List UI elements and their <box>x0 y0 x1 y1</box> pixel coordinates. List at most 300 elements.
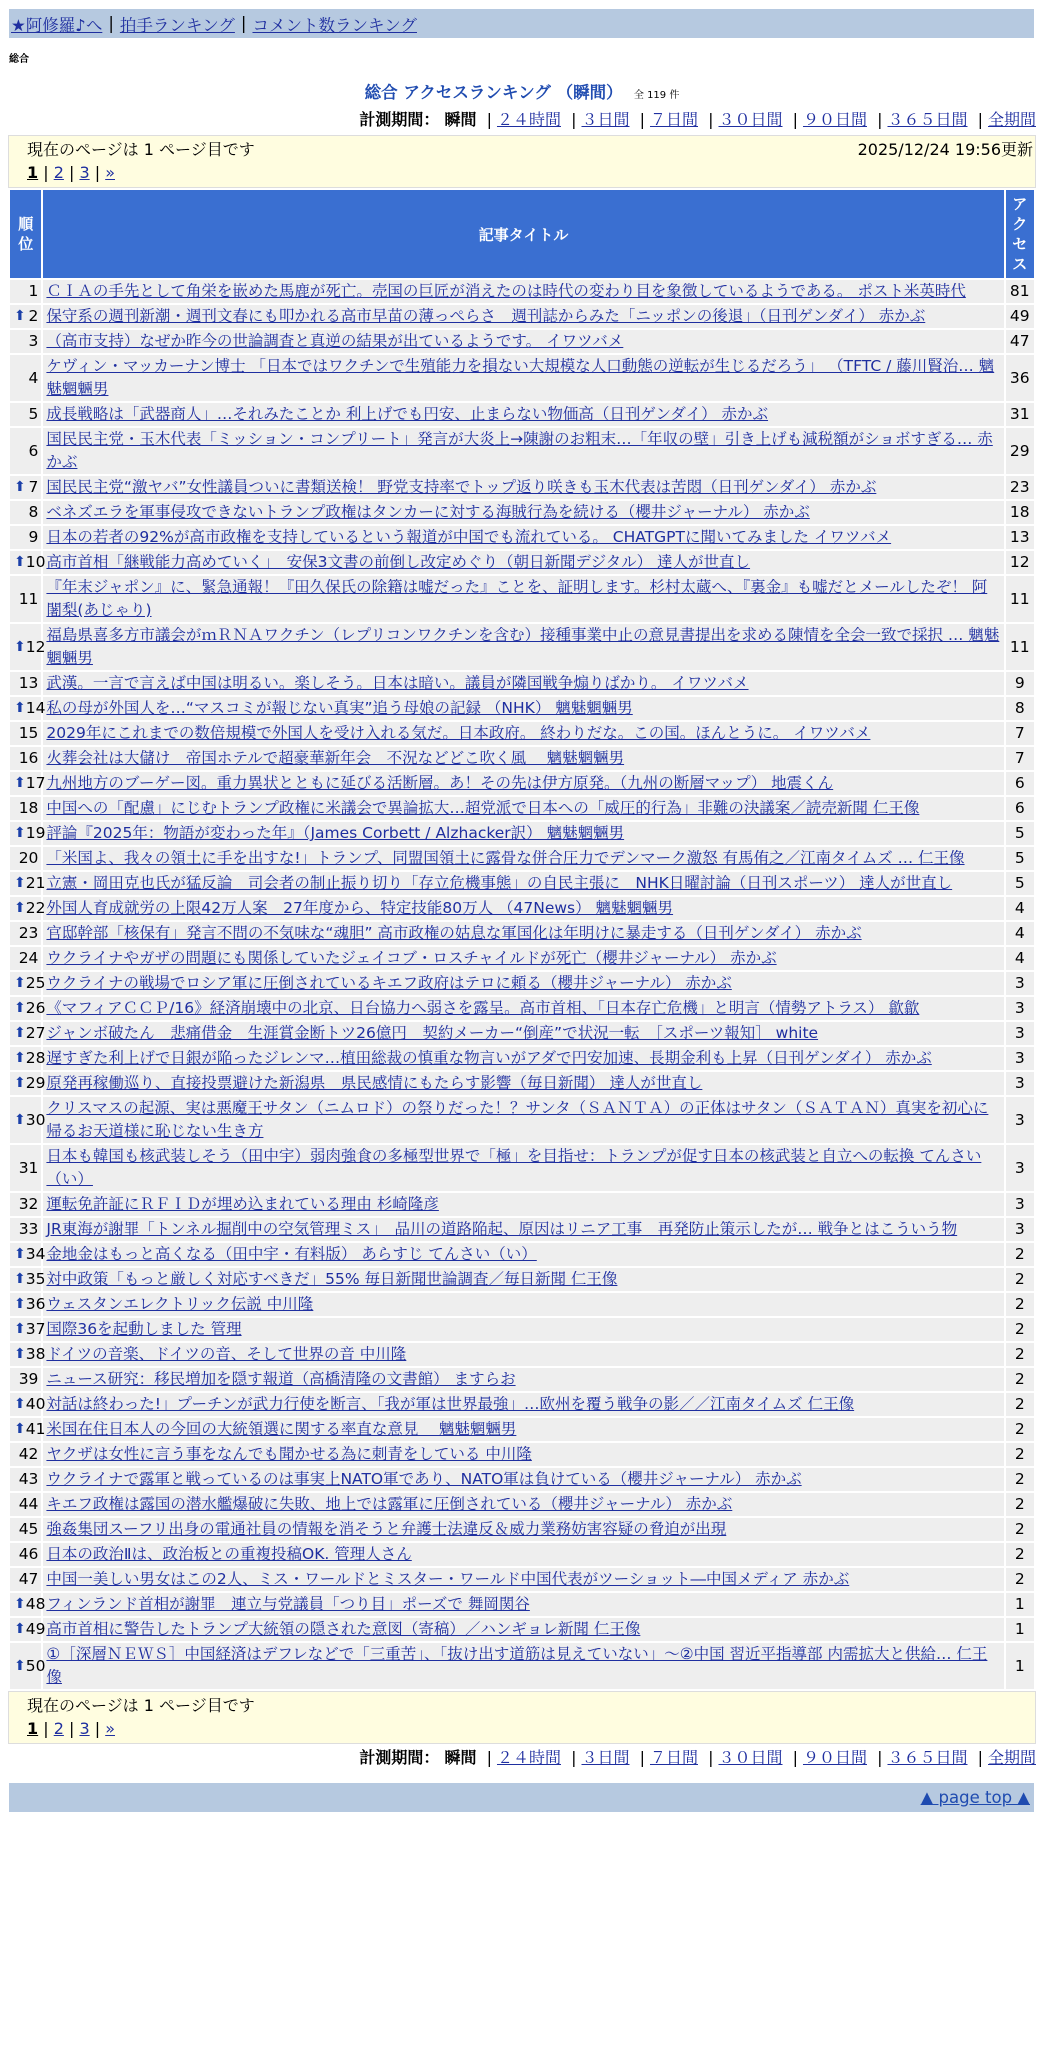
article-link[interactable]: 国際36を起動しました 管理 <box>46 1320 242 1338</box>
rank-cell <box>10 972 46 995</box>
article-link[interactable]: ケヴィン・マッカーナン博士 「日本ではワクチンで生殖能力を損ない大規模な人口動態の逆転が生じるだろう」 （TFTC / 藤川賢治… 魑魅魍魎男 <box>46 357 995 398</box>
article-link[interactable]: 運転免許証にＲＦＩＤが埋め込まれている理由 杉崎隆彦 <box>46 1195 439 1213</box>
article-link[interactable]: キエフ政権は露国の潜水艦爆破に失敗、地上では露軍に圧倒されている（櫻井ジャーナル） 赤かぶ <box>46 1495 733 1513</box>
rank-cell <box>10 1343 46 1366</box>
title-cell <box>43 624 1003 670</box>
up-arrow-icon: ⬆ <box>14 1271 26 1287</box>
access-count: 81 <box>1006 280 1034 303</box>
article-link[interactable]: 福島県喜多方市議会がｍＲＮＡワクチン（レプリコンワクチンを含む）接種事業中止の意見書提出を求める陳情を全会一致で採択 … 魑魅魍魎男 <box>46 626 1000 667</box>
access-count: 3 <box>1006 1097 1034 1143</box>
access-count: 1 <box>1006 1618 1034 1641</box>
page-link-3[interactable]: 3 <box>79 1719 90 1738</box>
title-cell <box>43 922 1003 945</box>
article-link[interactable]: 火葬会社は大儲け 帝国ホテルで超豪華新年会 不況などどこ吹く風 魑魅魍魎男 <box>46 749 625 767</box>
table-row <box>10 576 1034 622</box>
access-count: 3 <box>1006 1218 1034 1241</box>
rank-number: 16 <box>18 749 39 767</box>
access-count: 3 <box>1006 1193 1034 1216</box>
pager-bottom: 現在のページは 1 ページ目です 1 | 2 | 3 | » <box>8 1691 1036 1744</box>
title-cell <box>43 722 1003 745</box>
article-link[interactable]: 成長戦略は「武器商人」…それみたことか 利上げでも円安、止まらない物価高（日刊ゲンダイ） 赤かぶ <box>46 405 769 423</box>
table-row <box>10 1418 1034 1441</box>
table-row <box>10 1393 1034 1416</box>
title-cell <box>43 1643 1003 1689</box>
access-count: 18 <box>1006 501 1034 524</box>
rank-number: 24 <box>18 949 39 967</box>
access-count: 1 <box>1006 1643 1034 1689</box>
title-cell <box>43 1268 1003 1291</box>
title-cell <box>43 501 1003 524</box>
rank-number: 17 <box>25 774 46 792</box>
up-arrow-icon: ⬆ <box>14 1657 26 1674</box>
table-row <box>10 1243 1034 1266</box>
page-next-link[interactable]: » <box>105 163 115 182</box>
article-link[interactable]: 《マフィアＣＣＰ/16》経済崩壊中の北京、日台協力へ弱さを露呈。高市首相、「日本存亡危機」と明言（情勢アトラス） 歙歙 <box>46 999 920 1017</box>
rank-number: 47 <box>18 1570 39 1588</box>
title-cell <box>43 797 1003 820</box>
title-cell <box>43 897 1003 920</box>
period-current: 瞬間 <box>444 110 477 129</box>
period-selector-top: 計測期間： 瞬間 | ２４時間 | ３日間 | ７日間 | ３０日間 | ９０日間 | ３６５日間 | 全期間 <box>359 110 1036 129</box>
period-option-365d[interactable]: ３６５日間 <box>887 1748 968 1767</box>
title-cell <box>43 280 1003 303</box>
title-cell <box>43 1218 1003 1241</box>
rank-cell <box>10 624 46 670</box>
article-link[interactable]: ウェスタンエレクトリック伝説 中川隆 <box>46 1295 314 1313</box>
rank-cell <box>10 476 41 499</box>
rank-cell <box>10 1418 46 1441</box>
rank-cell <box>10 722 41 745</box>
up-arrow-icon: ⬆ <box>14 638 26 655</box>
rank-number: 32 <box>18 1195 39 1213</box>
top-nav-bar <box>9 9 1034 38</box>
table-row <box>10 872 1034 895</box>
title-cell <box>43 1022 1003 1045</box>
article-link[interactable]: 保守系の週刊新潮・週刊文春にも叩かれる高市早苗の薄っぺらさ 週刊誌からみた「ニッポンの後退」（日刊ゲンダイ） 赤かぶ <box>46 307 926 325</box>
article-link[interactable]: 国民民主党・玉木代表「ミッション・コンプリート」発言が大炎上→陳謝のお粗末…「年収の壁」引き上げも減税額がショボすぎる… 赤かぶ <box>46 430 993 471</box>
article-link[interactable]: 九州地方のブーゲー図。重力異状とともに延びる活断層。あ！その先は伊方原発。（九州の断層マップ） 地震くん <box>46 774 834 792</box>
up-arrow-icon: ⬆ <box>14 1296 26 1312</box>
rank-number: 9 <box>28 528 39 546</box>
up-arrow-icon: ⬆ <box>14 1246 26 1262</box>
table-row <box>10 526 1034 549</box>
table-row <box>10 897 1034 920</box>
rank-number: 42 <box>18 1445 39 1463</box>
rank-cell <box>10 576 41 622</box>
rank-cell <box>10 1493 41 1516</box>
access-count: 4 <box>1006 922 1034 945</box>
period-option-90d[interactable]: ９０日間 <box>802 110 867 129</box>
article-link[interactable]: 2029年にこれまでの数倍規模で外国人を受け入れる気だ。日本政府。 終わりだな。この国。ほんとうに。 イワツバメ <box>46 724 871 742</box>
rank-number: 14 <box>25 699 46 717</box>
article-link[interactable]: ジャンボ破たん 悲痛借金 生涯賞金断トツ26億円 契約メーカー“倒産”で状況一転 ［スポーツ報知］ white <box>46 1024 819 1042</box>
period-option-90d[interactable]: ９０日間 <box>802 1748 867 1767</box>
rank-cell <box>10 1393 46 1416</box>
page-next-link[interactable]: » <box>105 1719 115 1738</box>
period-label: 計測期間： <box>359 110 440 129</box>
table-row <box>10 305 1034 328</box>
table-row <box>10 1022 1034 1045</box>
article-link[interactable]: フィンランド首相が謝罪 連立与党議員「つり目」ポーズで 舞岡関谷 <box>46 1595 530 1613</box>
rank-number: 15 <box>18 724 39 742</box>
rank-number: 20 <box>18 849 39 867</box>
rank-number: 1 <box>28 282 39 300</box>
rank-cell <box>10 428 41 474</box>
col-header-access: アクセス <box>1006 190 1034 278</box>
table-row <box>10 1218 1034 1241</box>
rank-number: 46 <box>18 1545 39 1563</box>
table-row <box>10 1047 1034 1070</box>
title-cell <box>43 697 1003 720</box>
access-count: 2 <box>1006 1518 1034 1541</box>
rank-number: 36 <box>25 1295 46 1313</box>
article-link[interactable]: JR東海が謝罪「トンネル掘削中の空気管理ミス」 品川の道路陥起、原因はリニア工事 再発防止策示したが… 戦争とはこういう物 <box>46 1220 958 1238</box>
rank-number: 31 <box>18 1158 39 1177</box>
table-row <box>10 947 1034 970</box>
up-arrow-icon: ⬆ <box>14 1596 26 1612</box>
article-link[interactable]: ニュース研究：移民増加を隠す報道（高橋清隆の文書館） ますらお <box>46 1370 516 1388</box>
nav-link-home[interactable]: ★阿修羅♪へ <box>11 15 103 35</box>
rank-cell <box>10 697 46 720</box>
access-count: 8 <box>1006 697 1034 720</box>
nav-separator: | <box>240 14 247 33</box>
title-cell <box>43 1097 1003 1143</box>
period-option-3d[interactable]: ３日間 <box>581 1748 630 1767</box>
rank-number: 26 <box>25 999 46 1017</box>
table-row <box>10 797 1034 820</box>
article-link[interactable]: ウクライナで露軍と戦っているのは事実上NATO軍であり、NATO軍は負けている（櫻井ジャーナル） 赤かぶ <box>46 1470 802 1488</box>
page-link-current: 1 <box>27 163 39 182</box>
rank-number: 45 <box>18 1520 39 1538</box>
rank-number: 33 <box>18 1220 39 1238</box>
table-row <box>10 1518 1034 1541</box>
access-count: 5 <box>1006 872 1034 895</box>
article-link[interactable]: 原発再稼働巡り、直接投票避けた新潟県 県民感情にもたらす影響（毎日新聞） 達人が世直し <box>46 1074 703 1092</box>
rank-cell <box>10 1243 46 1266</box>
title-cell <box>43 1468 1003 1491</box>
rank-cell <box>10 772 46 795</box>
page-link-current: 1 <box>27 1719 39 1738</box>
period-option-3d[interactable]: ３日間 <box>581 110 630 129</box>
up-arrow-icon: ⬆ <box>14 1621 26 1637</box>
rank-number: 48 <box>25 1595 46 1613</box>
up-arrow-icon: ⬆ <box>14 479 26 495</box>
rank-cell <box>10 551 46 574</box>
access-count: 2 <box>1006 1368 1034 1391</box>
up-arrow-icon: ⬆ <box>14 975 26 991</box>
table-row <box>10 822 1034 845</box>
nav-link-comment-ranking[interactable]: コメント数ランキング <box>252 15 417 35</box>
table-row <box>10 997 1034 1020</box>
rank-number: 38 <box>25 1345 46 1363</box>
title-cell <box>43 997 1003 1020</box>
page-link-2[interactable]: 2 <box>53 163 64 182</box>
title-cell <box>43 1293 1003 1316</box>
item-count: 全 119 件 <box>633 90 680 101</box>
article-link[interactable]: 対話は終わった!」プーチンが武力行使を断言、「我が軍は世界最強」…欧州を覆う戦争の影／／江南タイムズ 仁王像 <box>46 1395 855 1413</box>
article-link[interactable]: 金地金はもっと高くなる（田中宇・有料版） あらすじ てんさい（い） <box>46 1245 537 1263</box>
up-arrow-icon: ⬆ <box>14 554 26 570</box>
rank-cell <box>10 997 46 1020</box>
rank-cell <box>10 1643 46 1689</box>
rank-cell <box>10 1097 46 1143</box>
article-link[interactable]: クリスマスの起源、実は悪魔王サタン（ニムロド）の祭りだった！？サンタ（ＳＡＮＴＡ）の正体はサタン（ＳＡＴＡＮ）真実を初心に帰るお天道様に恥じない生き方 <box>46 1099 989 1140</box>
article-link[interactable]: 米国在住日本人の今回の大統領選に関する率直な意見 魑魅魍魎男 <box>46 1420 517 1438</box>
page-link-2[interactable]: 2 <box>53 1719 64 1738</box>
title-cell <box>43 1318 1003 1341</box>
rank-number: 12 <box>25 637 46 656</box>
rank-cell <box>10 747 41 770</box>
access-count: 2 <box>1006 1343 1034 1366</box>
rank-cell <box>10 1047 46 1070</box>
table-row <box>10 1493 1034 1516</box>
title-cell <box>43 672 1003 695</box>
rank-number: 41 <box>25 1420 46 1438</box>
table-row <box>10 1268 1034 1291</box>
article-link[interactable]: 武漢。一言で言えば中国は明るい。楽しそう。日本は暗い。議員が隣国戦争煽りばかり。 イワツバメ <box>46 674 749 692</box>
period-option-all[interactable]: 全期間 <box>987 110 1036 129</box>
table-row <box>10 1443 1034 1466</box>
table-row <box>10 1193 1034 1216</box>
rank-cell <box>10 280 41 303</box>
table-row <box>10 1145 1034 1191</box>
up-arrow-icon: ⬆ <box>14 1321 26 1337</box>
article-link[interactable]: 高市首相に警告したトランプ大統領の隠された意図（寄稿）／ハンギョレ新聞 仁王像 <box>46 1620 641 1638</box>
up-arrow-icon: ⬆ <box>14 900 26 916</box>
article-link[interactable]: 中国一美しい男女はこの2人、ミス・ワールドとミスター・ワールド中国代表がツーショット―中国メディア 赤かぶ <box>46 1570 850 1588</box>
page-top-link[interactable]: ▲ page top ▲ <box>920 1788 1030 1807</box>
rank-number: 28 <box>25 1049 46 1067</box>
rank-number: 13 <box>18 674 39 692</box>
rank-number: 18 <box>18 799 39 817</box>
rank-cell <box>10 797 41 820</box>
period-option-7d[interactable]: ７日間 <box>649 110 698 129</box>
article-link[interactable]: 外国人育成就労の上限42万人案 27年度から、特定技能80万人 （47News） 魑魅魍魎男 <box>46 899 674 917</box>
access-count: 11 <box>1006 576 1034 622</box>
title-cell <box>43 355 1003 401</box>
access-count: 3 <box>1006 1022 1034 1045</box>
title-cell <box>43 551 1003 574</box>
rank-cell <box>10 897 46 920</box>
rank-number: 8 <box>28 503 39 521</box>
table-row <box>10 972 1034 995</box>
rank-cell <box>10 1218 41 1241</box>
article-link[interactable]: 評論『2025年：物語が変わった年』（James Corbett / Alzhacker訳） 魑魅魍魎男 <box>46 824 625 842</box>
access-count: 9 <box>1006 672 1034 695</box>
rank-cell <box>10 1293 46 1316</box>
table-row <box>10 355 1034 401</box>
article-link[interactable]: （高市支持）なぜか昨今の世論調査と真逆の結果が出ているようです。 イワツバメ <box>46 332 624 350</box>
access-count: 12 <box>1006 551 1034 574</box>
table-row <box>10 722 1034 745</box>
article-link[interactable]: ＣＩＡの手先として角栄を嵌めた馬鹿が死亡。売国の巨匠が消えたのは時代の変わり目を象徴しているようである。 ポスト米英時代 <box>46 282 966 300</box>
title-cell <box>43 1493 1003 1516</box>
up-arrow-icon: ⬆ <box>14 1000 26 1016</box>
rank-number: 19 <box>25 824 46 842</box>
article-link[interactable]: ウクライナやガザの問題にも関係していたジェイコブ・ロスチャイルドが死亡（櫻井ジャーナル） 赤かぶ <box>46 949 777 967</box>
up-arrow-icon: ⬆ <box>14 308 26 324</box>
rank-cell <box>10 305 41 328</box>
title-cell <box>43 1393 1003 1416</box>
title-cell <box>43 428 1003 474</box>
rank-number: 37 <box>25 1320 46 1338</box>
table-row <box>10 476 1034 499</box>
rank-cell <box>10 1543 41 1566</box>
rank-cell <box>10 872 46 895</box>
article-link[interactable]: 日本の政治Ⅱは、政治板との重複投稿OK. 管理人さん <box>46 1545 412 1563</box>
period-option-24h[interactable]: ２４時間 <box>496 110 561 129</box>
article-link[interactable]: 高市首相「継戦能力高めていく」 安保3文書の前倒し改定めぐり（朝日新聞デジタル） 達人が世直し <box>46 553 751 571</box>
period-option-30d[interactable]: ３０日間 <box>718 110 783 129</box>
title-cell <box>43 403 1003 426</box>
access-count: 3 <box>1006 972 1034 995</box>
rank-cell <box>10 1193 41 1216</box>
article-link[interactable]: 対中政策「もっと厳しく対応すべきだ」55% 毎日新聞世論調査／毎日新聞 仁王像 <box>46 1270 618 1288</box>
title-cell <box>43 576 1003 622</box>
article-link[interactable]: 私の母が外国人を…“マスコミが報じない真実”追う母娘の記録 （NHK） 魑魅魍魎男 <box>46 699 633 717</box>
period-option-30d[interactable]: ３０日間 <box>718 1748 783 1767</box>
table-row <box>10 1643 1034 1689</box>
rank-cell <box>10 330 41 353</box>
rank-cell <box>10 1568 41 1591</box>
rank-number: 49 <box>25 1620 46 1638</box>
article-link[interactable]: ヤクザは女性に言う事をなんでも聞かせる為に刺青をしている 中川隆 <box>46 1445 532 1463</box>
rank-cell <box>10 822 46 845</box>
article-link[interactable]: 官邸幹部「核保有」発言不問の不気味な“魂胆” 高市政権の姑息な軍国化は年明けに暴走する（日刊ゲンダイ） 赤かぶ <box>46 924 862 942</box>
rank-cell <box>10 922 41 945</box>
page-title-line <box>0 79 1044 103</box>
table-row <box>10 1468 1034 1491</box>
article-link[interactable]: 日本も韓国も核武装しそう（田中宇）弱肉強食の多極型世界で「極」を目指せ：トランプが促す日本の核武装と自立への転換 てんさい（い） <box>46 1147 982 1188</box>
access-count: 2 <box>1006 1268 1034 1291</box>
rank-number: 10 <box>25 553 46 571</box>
rank-cell <box>10 501 41 524</box>
access-count: 13 <box>1006 526 1034 549</box>
article-link[interactable]: 強姦集団スーフリ出身の電通社員の情報を消そうと弁護士法違反＆威力業務妨害容疑の脅迫が出現 <box>46 1520 727 1538</box>
rank-cell <box>10 1618 46 1641</box>
title-cell <box>43 822 1003 845</box>
table-row <box>10 1568 1034 1591</box>
page-title: 総合 アクセスランキング （瞬間） <box>364 83 623 102</box>
rank-number: 5 <box>28 405 39 423</box>
article-link[interactable]: 立憲・岡田克也氏が猛反論 司会者の制止振り切り「存立危機事態」の自民主張に NHK日曜討論（日刊スポーツ） 達人が世直し <box>46 874 953 892</box>
table-row <box>10 1343 1034 1366</box>
title-cell <box>43 1193 1003 1216</box>
title-cell <box>43 1593 1003 1616</box>
rank-number: 40 <box>25 1395 46 1413</box>
access-count: 3 <box>1006 1145 1034 1191</box>
title-cell <box>43 972 1003 995</box>
access-count: 4 <box>1006 897 1034 920</box>
article-link[interactable]: ドイツの音楽、ドイツの音、そして世界の音 中川隆 <box>46 1345 407 1363</box>
title-cell <box>43 1343 1003 1366</box>
rank-number: 35 <box>25 1270 46 1288</box>
table-row <box>10 747 1034 770</box>
article-link[interactable]: ①［深層ＮＥＷＳ］中国経済はデフレなどで「三重苦」、「抜け出す道筋は見えていない」～②中国 習近平指導部 内需拡大と供給… 仁王像 <box>46 1645 988 1686</box>
rank-cell <box>10 1268 46 1291</box>
table-row <box>10 1293 1034 1316</box>
table-row <box>10 1618 1034 1641</box>
article-link[interactable]: 遅すぎた利上げで日銀が陥ったジレンマ…植田総裁の慎重な物言いがアダで円安加速、長期金利も上昇（日刊ゲンダイ） 赤かぶ <box>46 1049 932 1067</box>
breadcrumb: 総合 <box>9 54 29 65</box>
up-arrow-icon: ⬆ <box>14 1111 26 1128</box>
access-count: 23 <box>1006 476 1034 499</box>
table-row <box>10 922 1034 945</box>
rank-number: 25 <box>25 974 46 992</box>
title-cell <box>43 1518 1003 1541</box>
rank-number: 29 <box>25 1074 46 1092</box>
period-current: 瞬間 <box>444 1748 477 1767</box>
up-arrow-icon: ⬆ <box>14 700 26 716</box>
period-option-365d[interactable]: ３６５日間 <box>887 110 968 129</box>
title-cell <box>43 1243 1003 1266</box>
article-link[interactable]: 『年末ジャポン』に、緊急通報！『田久保氏の除籍は嘘だった』ことを、証明します。杉村太蔵へ、『裏金』も嘘だとメールしたぞ！ 阿闍梨(あじゃり) <box>46 578 988 619</box>
page-status: 現在のページは 1 ページ目です <box>27 140 255 159</box>
table-row <box>10 697 1034 720</box>
table-row <box>10 672 1034 695</box>
access-count: 1 <box>1006 1593 1034 1616</box>
period-option-24h[interactable]: ２４時間 <box>496 1748 561 1767</box>
title-cell <box>43 1368 1003 1391</box>
table-row <box>10 772 1034 795</box>
title-cell <box>43 747 1003 770</box>
rank-number: 2 <box>28 307 39 325</box>
table-row <box>10 1593 1034 1616</box>
rank-number: 7 <box>28 478 39 496</box>
nav-link-clap-ranking[interactable]: 拍手ランキング <box>119 15 235 35</box>
table-row <box>10 403 1034 426</box>
article-link[interactable]: ベネズエラを軍事侵攻できないトランプ政権はタンカーに対する海賊行為を続ける（櫻井ジャーナル） 赤かぶ <box>46 503 810 521</box>
title-cell <box>43 1047 1003 1070</box>
access-count: 49 <box>1006 305 1034 328</box>
rank-cell <box>10 1468 41 1491</box>
rank-number: 34 <box>25 1245 46 1263</box>
access-count: 6 <box>1006 772 1034 795</box>
rank-number: 23 <box>18 924 39 942</box>
rank-cell <box>10 1022 46 1045</box>
access-count: 2 <box>1006 1443 1034 1466</box>
article-link[interactable]: 「米国よ、我々の領土に手を出すな!」トランプ、同盟国領土に露骨な併合圧力でデンマーク激怒 有馬侑之／江南タイムズ … 仁王像 <box>46 849 965 867</box>
access-count: 3 <box>1006 1072 1034 1095</box>
table-row <box>10 428 1034 474</box>
table-row <box>10 1318 1034 1341</box>
title-cell <box>43 1618 1003 1641</box>
access-count: 2 <box>1006 1568 1034 1591</box>
title-cell <box>43 1145 1003 1191</box>
access-count: 2 <box>1006 1493 1034 1516</box>
rank-number: 44 <box>18 1495 39 1513</box>
rank-number: 27 <box>25 1024 46 1042</box>
access-count: 7 <box>1006 722 1034 745</box>
article-link[interactable]: 国民民主党“激ヤバ”女性議員ついに書類送検！ 野党支持率でトップ返り咲きも玉木代表は苦悶（日刊ゲンダイ） 赤かぶ <box>46 478 877 496</box>
up-arrow-icon: ⬆ <box>14 1346 26 1362</box>
rank-number: 50 <box>25 1656 46 1675</box>
access-count: 2 <box>1006 1293 1034 1316</box>
col-header-rank: 順位 <box>10 190 41 278</box>
table-row <box>10 330 1034 353</box>
article-link[interactable]: 日本の若者の92%が高市政権を支持しているという報道が中国でも流れている。 CHATGPTに聞いてみました イワツバメ <box>46 528 892 546</box>
rank-cell <box>10 1145 41 1191</box>
up-arrow-icon: ⬆ <box>14 1421 26 1437</box>
article-link[interactable]: ウクライナの戦場でロシア軍に圧倒されているキエフ政府はテロに頼る（櫻井ジャーナル） 赤かぶ <box>46 974 732 992</box>
pager-top: 現在のページは 1 ページ目です 2025/12/24 19:56更新 1 | 2 | 3 | » <box>8 135 1036 188</box>
page-link-3[interactable]: 3 <box>79 163 90 182</box>
access-count: 2 <box>1006 1418 1034 1441</box>
rank-cell <box>10 403 41 426</box>
article-link[interactable]: 中国への「配慮」にじむトランプ政権に米議会で異論拡大…超党派で日本への「威圧的行為」非難の決議案／読売新聞 仁王像 <box>46 799 920 817</box>
period-option-7d[interactable]: ７日間 <box>649 1748 698 1767</box>
period-option-all[interactable]: 全期間 <box>987 1748 1036 1767</box>
